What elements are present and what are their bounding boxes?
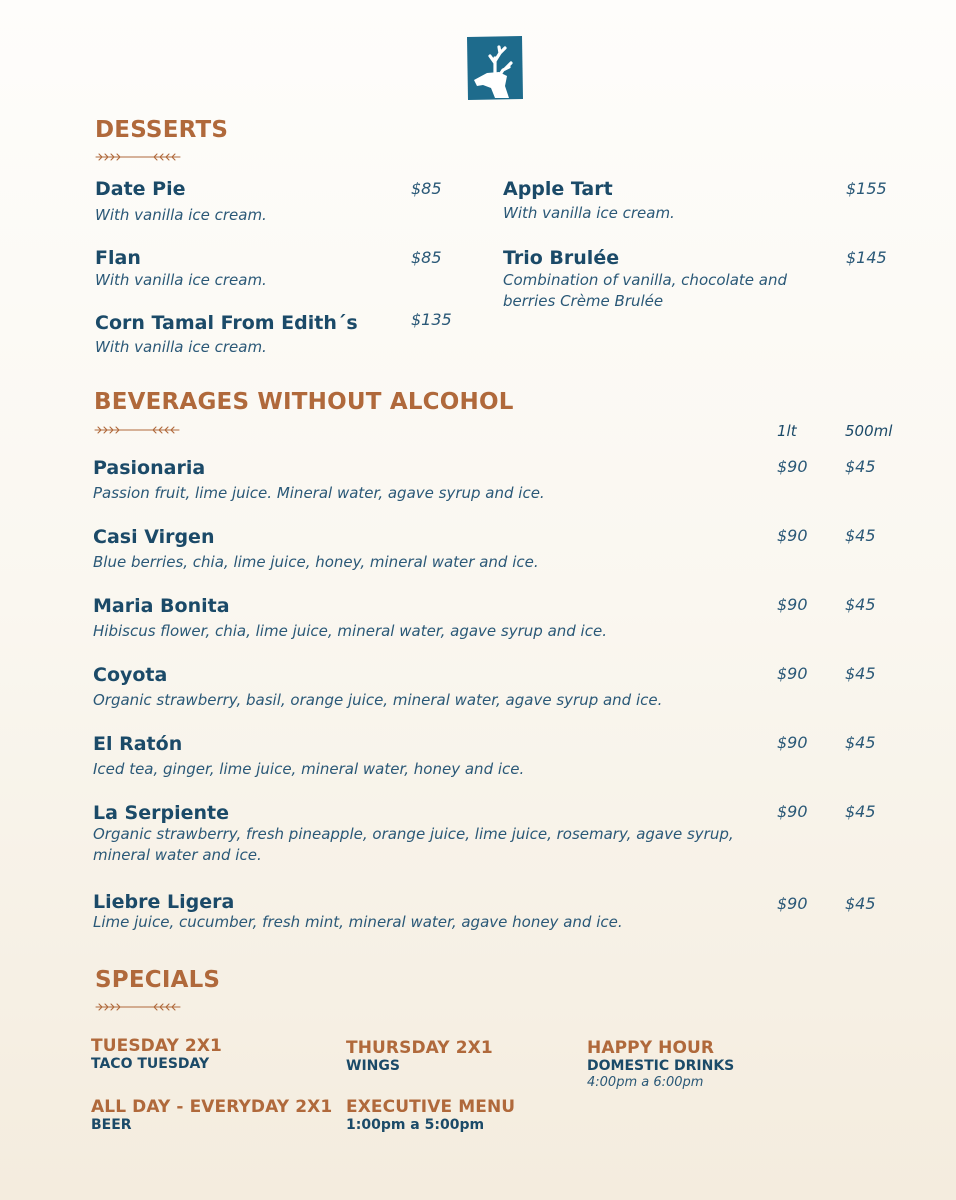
special-subtitle: BEER [91,1117,132,1133]
price-1lt: $90 [777,526,808,545]
special-title: THURSDAY 2X1 [346,1038,493,1058]
special-subtitle: DOMESTIC DRINKS [587,1058,735,1074]
item-name: Coyota [93,664,168,686]
price-1lt: $90 [777,457,808,476]
special-subtitle: TACO TUESDAY [91,1056,210,1072]
item-description: With vanilla ice cream. [95,338,267,356]
item-name: Date Pie [95,178,186,200]
item-name: Liebre Ligera [93,891,235,913]
price-500ml: $45 [845,457,876,476]
item-description: Organic strawberry, basil, orange juice, mineral water, agave syrup and ice. [93,691,663,709]
price-500ml: $45 [845,664,876,683]
item-name: Pasionaria [93,457,206,479]
price-500ml: $45 [845,802,876,821]
item-name: La Serpiente [93,802,229,824]
item-name: Maria Bonita [93,595,230,617]
item-description: Passion fruit, lime juice. Mineral water, agave syrup and ice. [93,484,545,502]
item-price: $145 [846,248,887,267]
special-title: EXECUTIVE MENU [346,1097,516,1117]
deer-antlers-icon [465,36,523,100]
special-note: 4:00pm a 6:00pm [587,1075,704,1090]
item-description: Hibiscus flower, chia, lime juice, mineral water, agave syrup and ice. [93,622,607,640]
item-description: Organic strawberry, fresh pineapple, orange juice, lime juice, rosemary, agave syrup, mineral water and ice. [93,825,734,864]
price-500ml: $45 [845,526,876,545]
item-description: Lime juice, cucumber, fresh mint, mineral water, agave honey and ice. [93,913,623,931]
price-1lt: $90 [777,802,808,821]
column-header-500ml: 500ml [845,422,893,440]
special-title: ALL DAY - EVERYDAY 2X1 [91,1097,333,1117]
item-price: $85 [411,179,442,198]
item-price: $155 [846,179,887,198]
beverages-title: BEVERAGES WITHOUT ALCOHOL [94,389,514,415]
price-1lt: $90 [777,595,808,614]
item-price: $135 [411,310,452,329]
item-description: With vanilla ice cream. [503,204,675,222]
arrow-divider-icon [95,1002,181,1012]
item-description: With vanilla ice cream. [95,271,267,289]
price-1lt: $90 [777,894,808,913]
item-description: Iced tea, ginger, lime juice, mineral water, honey and ice. [93,760,525,778]
item-name: Corn Tamal From Edith´s [95,312,358,334]
item-description: With vanilla ice cream. [95,206,267,224]
item-name: El Ratón [93,733,183,755]
price-500ml: $45 [845,733,876,752]
special-subtitle: 1:00pm a 5:00pm [346,1117,485,1133]
item-name: Flan [95,247,141,269]
item-name: Casi Virgen [93,526,215,548]
item-price: $85 [411,248,442,267]
desserts-title: DESSERTS [95,117,229,143]
special-title: HAPPY HOUR [587,1038,715,1058]
arrow-divider-icon [95,152,181,162]
specials-title: SPECIALS [95,967,221,993]
column-header-1lt: 1lt [777,422,797,440]
item-description: Combination of vanilla, chocolate and berries Crème Brulée [503,271,787,310]
item-description: Blue berries, chia, lime juice, honey, mineral water and ice. [93,553,539,571]
item-name: Trio Brulée [503,247,620,269]
special-subtitle: WINGS [346,1058,400,1074]
special-title: TUESDAY 2X1 [91,1036,222,1056]
price-500ml: $45 [845,595,876,614]
price-500ml: $45 [845,894,876,913]
price-1lt: $90 [777,664,808,683]
arrow-divider-icon [94,425,180,435]
item-name: Apple Tart [503,178,613,200]
price-1lt: $90 [777,733,808,752]
